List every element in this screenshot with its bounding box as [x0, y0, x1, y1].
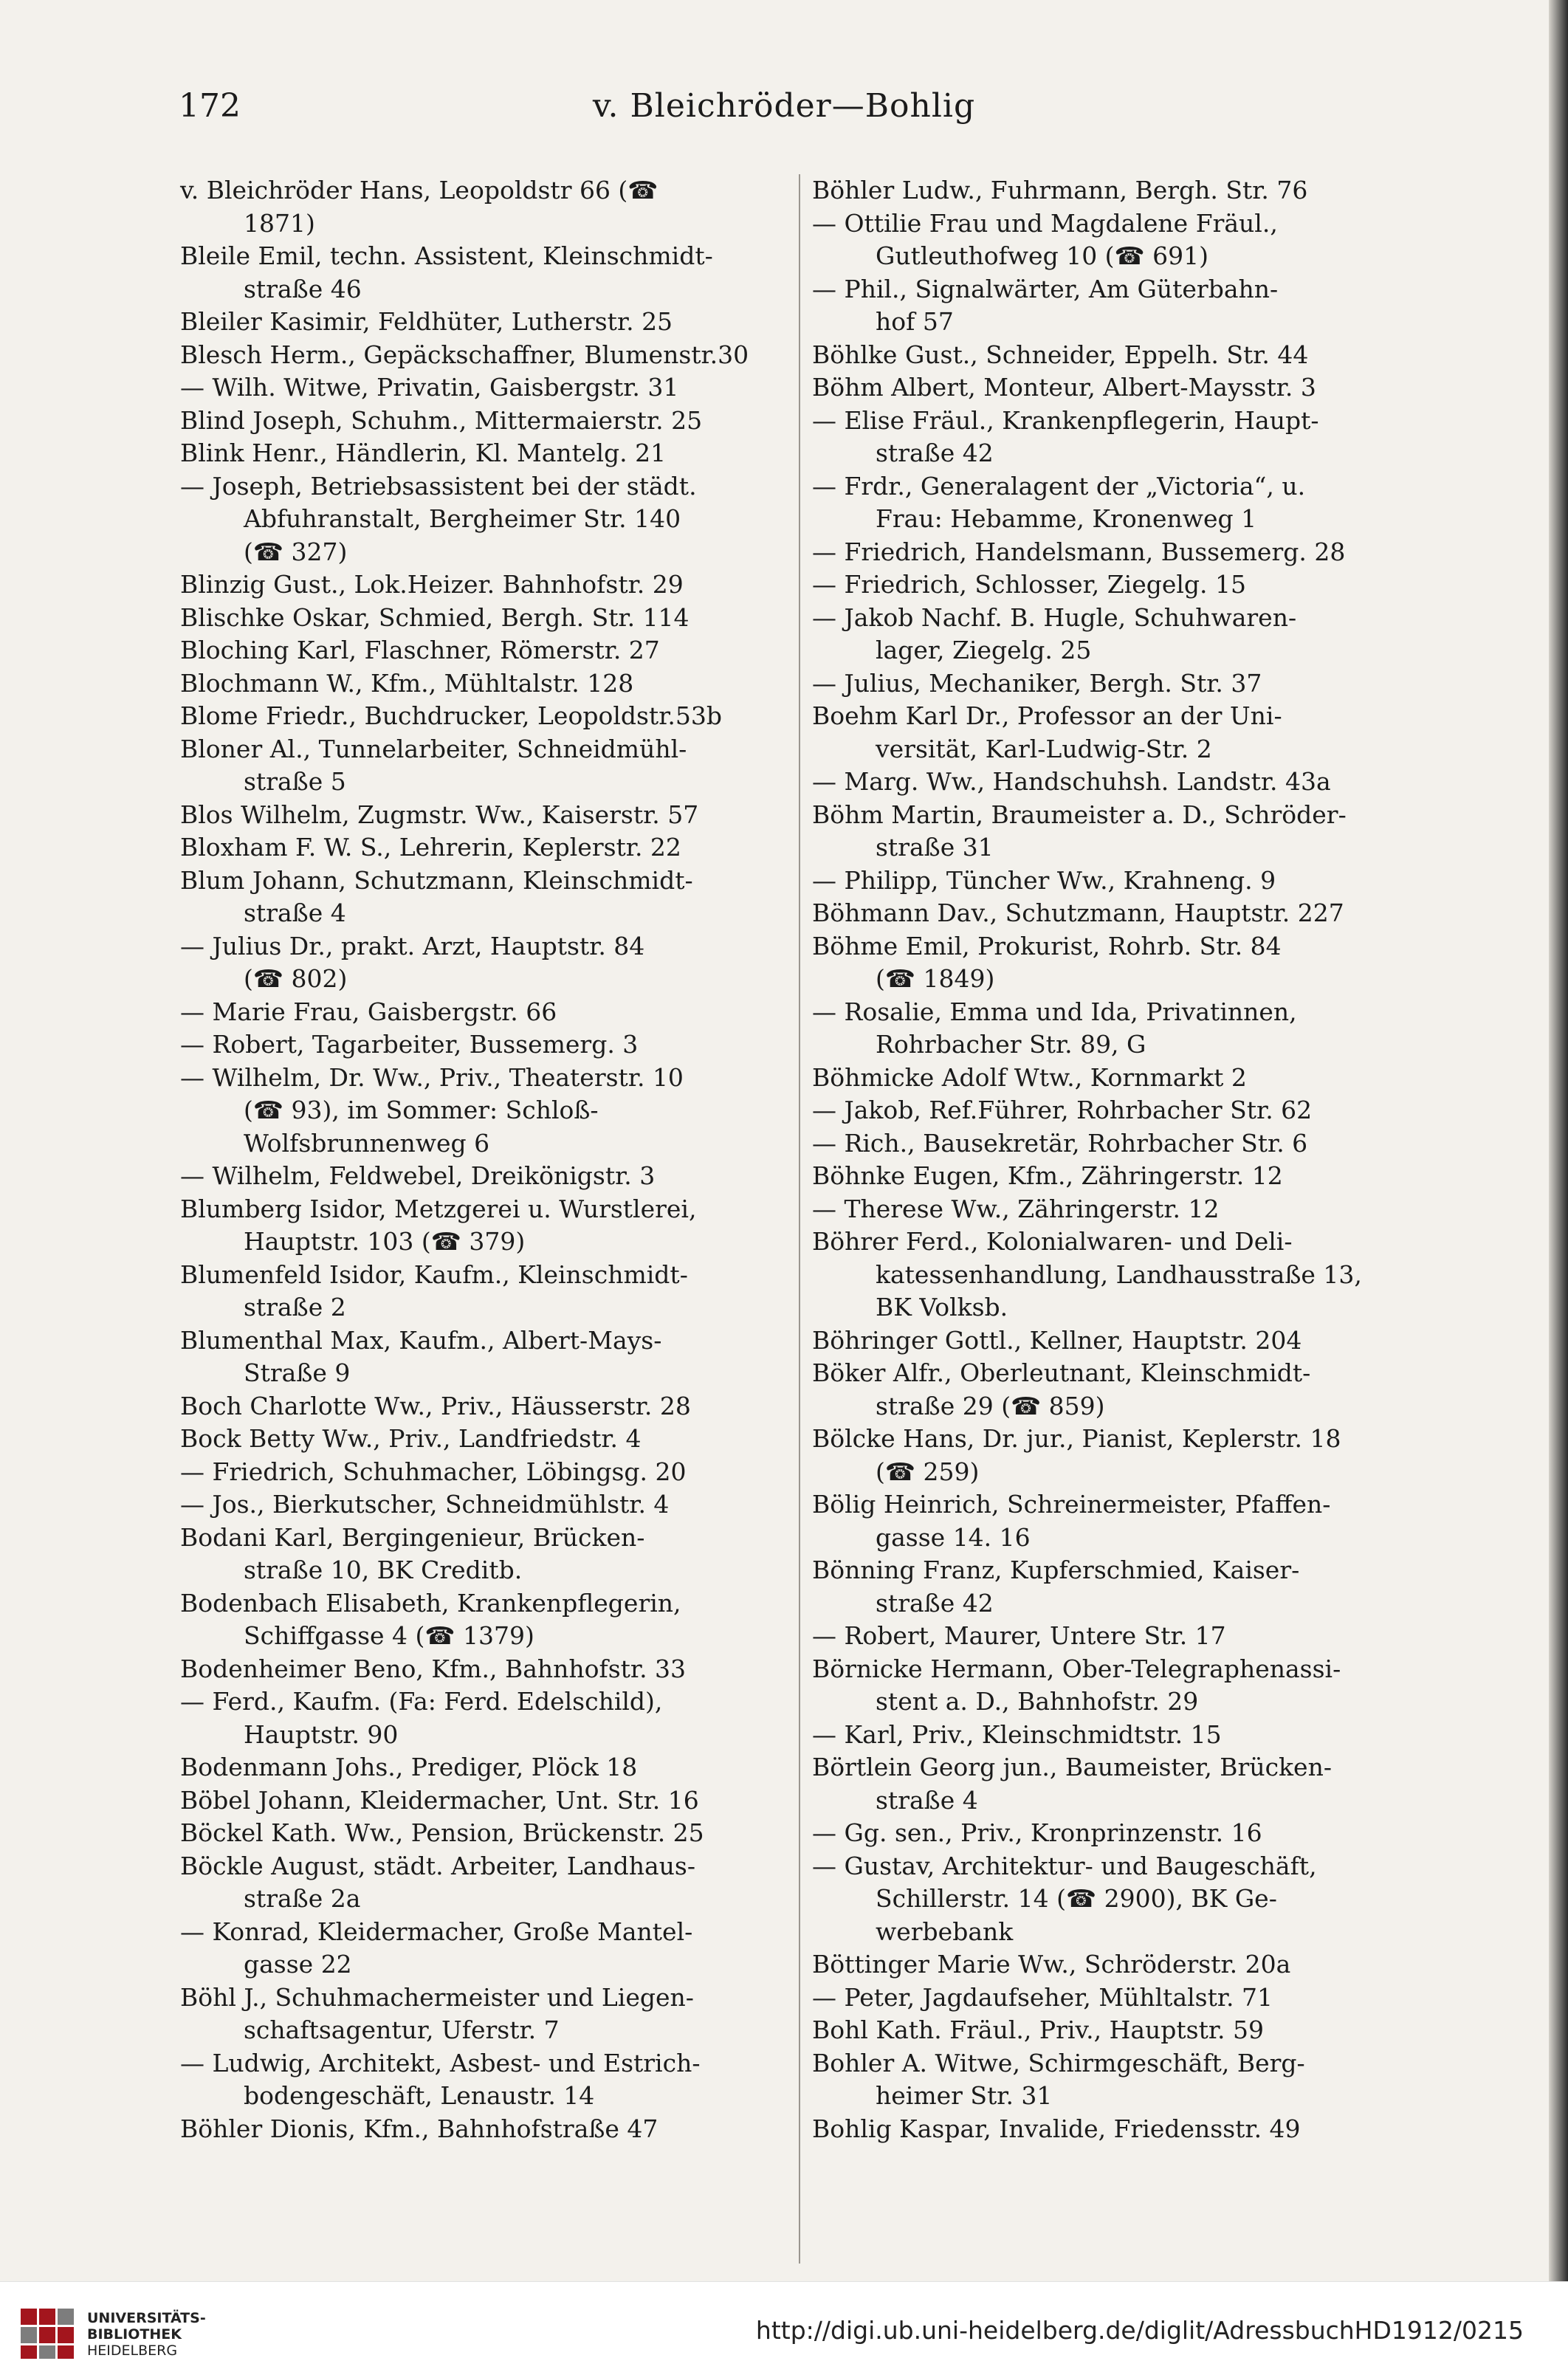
- entry-line: Blochmann W., Kfm., Mühltalstr. 128: [180, 668, 634, 698]
- entry-line: Boehm Karl Dr., Professor an der Uni-: [812, 701, 1282, 730]
- directory-entry: [812, 1062, 1460, 1095]
- entry-continuation-line: straße 46: [244, 274, 362, 303]
- entry-line: Böttinger Marie Ww., Schröderstr. 20a: [812, 1950, 1291, 1979]
- entry-line: — Philipp, Tüncher Ww., Krahneng. 9: [812, 865, 1276, 895]
- entry-line: — Jakob Nachf. B. Hugle, Schuhwaren-: [812, 602, 1297, 632]
- directory-entry: [812, 1751, 1460, 1817]
- right-column: [812, 174, 1460, 2145]
- entry-line: Blinzig Gust., Lok.Heizer. Bahnhofstr. 29: [180, 570, 684, 599]
- entry-continuation-line: straße 2a: [244, 1884, 361, 1913]
- directory-entry: [812, 667, 1460, 701]
- entry-continuation-line: versität, Karl-Ludwig-Str. 2: [876, 734, 1212, 763]
- entry-continuation-line: straße 42: [876, 439, 994, 467]
- entry-line: — Therese Ww., Zähringerstr. 12: [812, 1194, 1220, 1223]
- entry-line: Böhme Emil, Prokurist, Rohrb. Str. 84: [812, 931, 1282, 960]
- directory-entry: [812, 799, 1460, 865]
- directory-entry: [180, 371, 828, 405]
- entry-line: Blome Friedr., Buchdrucker, Leopoldstr.53b: [180, 701, 722, 730]
- entry-continuation-line: Hauptstr. 103 (☎ 379): [244, 1227, 526, 1256]
- entry-line: Bloching Karl, Flaschner, Römerstr. 27: [180, 636, 660, 664]
- directory-entry: [180, 1751, 828, 1784]
- directory-entry: [812, 602, 1460, 667]
- left-column: [180, 174, 828, 2145]
- running-title: v. Bleichröder—Bohlig: [592, 87, 976, 125]
- directory-entry: [180, 1685, 828, 1751]
- library-name-line1: UNIVERSITÄTS-: [87, 2310, 206, 2326]
- directory-entry: [812, 996, 1460, 1062]
- entry-continuation-line: (☎ 93), im Sommer: Schloß-: [244, 1096, 599, 1124]
- entry-line: Blos Wilhelm, Zugmstr. Ww., Kaiserstr. 57: [180, 800, 699, 829]
- entry-line: Blumberg Isidor, Metzgerei u. Wurstlerei,: [180, 1194, 697, 1223]
- entry-continuation-line: hof 57: [876, 307, 954, 336]
- directory-entry: [812, 1948, 1460, 1982]
- entry-continuation-line: 1871): [244, 208, 315, 238]
- directory-entry: [180, 700, 828, 733]
- entry-line: Bodani Karl, Bergingenieur, Brücken-: [180, 1522, 645, 1552]
- entry-continuation-line: Hauptstr. 90: [244, 1719, 399, 1749]
- entry-line: — Wilhelm, Feldwebel, Dreikönigstr. 3: [180, 1161, 656, 1190]
- directory-entry: [180, 568, 828, 602]
- directory-entry: [812, 2047, 1460, 2113]
- entry-continuation-line: Schiffgasse 4 (☎ 1379): [244, 1621, 534, 1650]
- entry-line: Bloxham F. W. S., Lehrerin, Keplerstr. 22: [180, 833, 681, 862]
- entry-line: — Jakob, Ref.Führer, Rohrbacher Str. 62: [812, 1096, 1313, 1124]
- entry-continuation-line: gasse 22: [244, 1950, 352, 1979]
- directory-entry: [180, 2113, 828, 2146]
- entry-line: — Frdr., Generalagent der „Victoria“, u.: [812, 471, 1306, 501]
- entry-continuation-line: straße 2: [244, 1293, 346, 1321]
- entry-line: Böhl J., Schuhmachermeister und Liegen-: [180, 1982, 694, 2012]
- library-logo-icon: [21, 2309, 74, 2359]
- source-url-link[interactable]: http://digi.ub.uni-heidelberg.de/diglit/AdressbuchHD1912/0215: [755, 2316, 1524, 2345]
- directory-entry: [180, 1784, 828, 1818]
- directory-entry: [812, 2113, 1460, 2146]
- entry-continuation-line: (☎ 327): [244, 537, 348, 566]
- entry-continuation-line: (☎ 1849): [876, 964, 995, 993]
- directory-entry: [812, 1850, 1460, 1949]
- entry-line: — Karl, Priv., Kleinschmidtstr. 15: [812, 1719, 1222, 1749]
- directory-entry: [180, 1324, 828, 1390]
- directory-entry: [180, 1587, 828, 1653]
- directory-entry: [180, 1390, 828, 1423]
- entry-line: — Jos., Bierkutscher, Schneidmühlstr. 4: [180, 1490, 670, 1519]
- entry-line: Böhm Martin, Braumeister a. D., Schröder-: [812, 800, 1347, 829]
- entry-line: Bodenmann Johs., Prediger, Plöck 18: [180, 1753, 638, 1781]
- directory-entry: [180, 339, 828, 372]
- entry-line: — Wilhelm, Dr. Ww., Priv., Theaterstr. 10: [180, 1062, 684, 1092]
- directory-entry: [180, 831, 828, 865]
- entry-line: — Robert, Maurer, Untere Str. 17: [812, 1621, 1226, 1650]
- directory-entry: [812, 700, 1460, 766]
- library-name-line2: BIBLIOTHEK: [87, 2326, 182, 2343]
- directory-entry: [812, 1226, 1460, 1324]
- directory-entry: [180, 667, 828, 701]
- directory-entry: [180, 240, 828, 306]
- entry-continuation-line: heimer Str. 31: [876, 2081, 1053, 2110]
- entry-line: Böhmann Dav., Schutzmann, Hauptstr. 227: [812, 898, 1344, 927]
- entry-line: — Ludwig, Architekt, Asbest- und Estrich-: [180, 2048, 701, 2077]
- directory-entry: [812, 1982, 1460, 2015]
- directory-entry: [180, 996, 828, 1029]
- entry-line: Bohler A. Witwe, Schirmgeschäft, Berg-: [812, 2048, 1305, 2077]
- directory-entry: [180, 1028, 828, 1062]
- entry-line: — Peter, Jagdaufseher, Mühltalstr. 71: [812, 1982, 1273, 2012]
- entry-continuation-line: stent a. D., Bahnhofstr. 29: [876, 1687, 1199, 1716]
- directory-entry: [812, 536, 1460, 569]
- entry-continuation-line: schaftsagentur, Uferstr. 7: [244, 2015, 560, 2044]
- entry-continuation-line: (☎ 259): [876, 1457, 980, 1486]
- directory-entry: [180, 930, 828, 996]
- entry-line: Böhm Albert, Monteur, Albert-Maysstr. 3: [812, 373, 1316, 402]
- entry-line: Bleile Emil, techn. Assistent, Kleinschmidt-: [180, 241, 713, 270]
- directory-entry: [812, 1620, 1460, 1653]
- directory-entry: [812, 2014, 1460, 2047]
- entry-continuation-line: Schillerstr. 14 (☎ 2900), BK Ge-: [876, 1884, 1277, 1913]
- entry-line: — Gg. sen., Priv., Kronprinzenstr. 16: [812, 1818, 1262, 1847]
- entry-line: — Rich., Bausekretär, Rohrbacher Str. 6: [812, 1128, 1308, 1158]
- entry-line: — Julius, Mechaniker, Bergh. Str. 37: [812, 668, 1262, 698]
- directory-entry: [180, 1193, 828, 1259]
- directory-entry: [812, 1488, 1460, 1554]
- entry-line: — Robert, Tagarbeiter, Bussemerg. 3: [180, 1030, 639, 1059]
- entry-continuation-line: (☎ 802): [244, 964, 348, 993]
- directory-entry: [812, 1127, 1460, 1161]
- library-name-line3: HEIDELBERG: [87, 2343, 178, 2359]
- entry-line: Bölcke Hans, Dr. jur., Pianist, Keplerstr. 18: [812, 1424, 1341, 1453]
- entry-continuation-line: straße 10, BK Creditb.: [244, 1556, 523, 1584]
- entry-line: Blischke Oskar, Schmied, Bergh. Str. 114: [180, 602, 690, 632]
- footer-bar: [0, 2281, 1568, 2375]
- entry-line: Böckel Kath. Ww., Pension, Brückenstr. 25: [180, 1818, 704, 1847]
- directory-entry: [180, 1653, 828, 1686]
- directory-entry: [812, 1653, 1460, 1719]
- entry-line: Börtlein Georg jun., Baumeister, Brücken-: [812, 1753, 1332, 1781]
- entry-line: — Friedrich, Schuhmacher, Löbingsg. 20: [180, 1457, 687, 1486]
- entry-line: Bock Betty Ww., Priv., Landfriedstr. 4: [180, 1424, 642, 1453]
- directory-entry: [812, 865, 1460, 898]
- entry-continuation-line: straße 31: [876, 833, 994, 862]
- directory-entry: [812, 1357, 1460, 1423]
- directory-entry: [180, 799, 828, 832]
- entry-line: Blind Joseph, Schuhm., Mittermaierstr. 25: [180, 405, 703, 435]
- entry-continuation-line: Straße 9: [244, 1358, 351, 1387]
- directory-entry: [812, 1193, 1460, 1226]
- entry-continuation-line: lager, Ziegelg. 25: [876, 636, 1092, 664]
- directory-entry: [812, 766, 1460, 799]
- directory-entry: [180, 1160, 828, 1193]
- entry-line: — Friedrich, Handelsmann, Bussemerg. 28: [812, 537, 1346, 566]
- directory-entry: [812, 1554, 1460, 1620]
- entry-line: Böhnke Eugen, Kfm., Zähringerstr. 12: [812, 1161, 1283, 1190]
- directory-entry: [812, 568, 1460, 602]
- entry-line: Boch Charlotte Ww., Priv., Häusserstr. 28: [180, 1391, 691, 1420]
- entry-line: Böhmicke Adolf Wtw., Kornmarkt 2: [812, 1062, 1247, 1092]
- entry-line: — Phil., Signalwärter, Am Güterbahn-: [812, 274, 1279, 303]
- directory-entry: [180, 470, 828, 569]
- entry-line: Böhler Dionis, Kfm., Bahnhofstraße 47: [180, 2114, 659, 2143]
- directory-entry: [812, 273, 1460, 339]
- entry-line: Böbel Johann, Kleidermacher, Unt. Str. 16: [180, 1785, 699, 1815]
- entry-line: — Joseph, Betriebsassistent bei der städt.: [180, 471, 697, 501]
- entry-continuation-line: Gutleuthofweg 10 (☎ 691): [876, 241, 1209, 270]
- entry-line: v. Bleichröder Hans, Leopoldstr 66 (☎: [180, 176, 659, 204]
- entry-continuation-line: Frau: Hebamme, Kronenweg 1: [876, 504, 1257, 533]
- directory-entry: [180, 437, 828, 470]
- directory-entry: [812, 339, 1460, 372]
- directory-entry: [180, 1850, 828, 1916]
- entry-line: Böker Alfr., Oberleutnant, Kleinschmidt-: [812, 1358, 1311, 1387]
- entry-line: Blumenfeld Isidor, Kaufm., Kleinschmidt-: [180, 1259, 688, 1289]
- directory-entry: [180, 602, 828, 635]
- directory-entry: [180, 1522, 828, 1587]
- entry-line: Böhringer Gottl., Kellner, Hauptstr. 204: [812, 1325, 1302, 1355]
- directory-entry: [812, 1324, 1460, 1358]
- page-number: 172: [179, 87, 241, 125]
- entry-line: Bodenheimer Beno, Kfm., Bahnhofstr. 33: [180, 1654, 687, 1683]
- entry-continuation-line: Wolfsbrunnenweg 6: [244, 1128, 490, 1158]
- entry-continuation-line: straße 4: [876, 1785, 978, 1815]
- directory-entry: [180, 1062, 828, 1161]
- directory-entry: [180, 1916, 828, 1982]
- entry-line: — Wilh. Witwe, Privatin, Gaisbergstr. 31: [180, 373, 679, 402]
- directory-entry: [180, 174, 828, 240]
- entry-continuation-line: BK Volksb.: [876, 1293, 1008, 1321]
- directory-entry: [180, 865, 828, 930]
- entry-line: Böckle August, städt. Arbeiter, Landhaus-: [180, 1851, 696, 1880]
- entry-line: Bodenbach Elisabeth, Krankenpflegerin,: [180, 1588, 681, 1618]
- entry-continuation-line: werbebank: [876, 1917, 1014, 1946]
- entry-line: Blumenthal Max, Kaufm., Albert-Mays-: [180, 1325, 662, 1355]
- entry-line: Böhrer Ferd., Kolonialwaren- und Deli-: [812, 1227, 1293, 1256]
- directory-entry: [180, 1982, 828, 2047]
- entry-line: — Marg. Ww., Handschuhsh. Landstr. 43a: [812, 767, 1331, 796]
- entry-continuation-line: straße 42: [876, 1588, 994, 1618]
- directory-entry: [812, 470, 1460, 536]
- column-divider: [799, 174, 800, 2264]
- entry-line: Bohlig Kaspar, Invalide, Friedensstr. 49: [812, 2114, 1301, 2143]
- directory-entry: [180, 1817, 828, 1850]
- entry-line: — Ferd., Kaufm. (Fa: Ferd. Edelschild),: [180, 1687, 663, 1716]
- library-name: [87, 2310, 206, 2359]
- directory-entry: [812, 1423, 1460, 1488]
- entry-continuation-line: Abfuhranstalt, Bergheimer Str. 140: [244, 504, 681, 533]
- directory-entry: [180, 733, 828, 799]
- entry-line: Böhler Ludw., Fuhrmann, Bergh. Str. 76: [812, 176, 1308, 204]
- entry-line: Bohl Kath. Fräul., Priv., Hauptstr. 59: [812, 2015, 1264, 2044]
- entry-line: Bloner Al., Tunnelarbeiter, Schneidmühl-: [180, 734, 687, 763]
- directory-entry: [180, 2047, 828, 2113]
- directory-entry: [180, 634, 828, 667]
- entry-line: Blink Henr., Händlerin, Kl. Mantelg. 21: [180, 439, 667, 467]
- directory-entry: [180, 1488, 828, 1522]
- entry-line: Börnicke Hermann, Ober-Telegraphenassi-: [812, 1654, 1341, 1683]
- directory-entry: [812, 897, 1460, 930]
- entry-line: — Elise Fräul., Krankenpflegerin, Haupt-: [812, 405, 1319, 435]
- entry-continuation-line: straße 5: [244, 767, 346, 796]
- directory-entry: [812, 1719, 1460, 1752]
- entry-line: — Ottilie Frau und Magdalene Fräul.,: [812, 208, 1278, 238]
- directory-entry: [812, 1094, 1460, 1127]
- directory-entry: [812, 207, 1460, 273]
- directory-entry: [180, 405, 828, 438]
- directory-entry: [812, 1160, 1460, 1193]
- entry-line: — Marie Frau, Gaisbergstr. 66: [180, 997, 557, 1026]
- entry-continuation-line: straße 4: [244, 898, 346, 927]
- entry-line: — Konrad, Kleidermacher, Große Mantel-: [180, 1917, 693, 1946]
- entry-line: Böhlke Gust., Schneider, Eppelh. Str. 44: [812, 340, 1309, 369]
- entry-continuation-line: gasse 14. 16: [876, 1522, 1031, 1552]
- entry-continuation-line: bodengeschäft, Lenaustr. 14: [244, 2081, 595, 2110]
- entry-line: Blesch Herm., Gepäckschaffner, Blumenstr.30: [180, 340, 749, 369]
- entry-line: Bleiler Kasimir, Feldhüter, Lutherstr. 25: [180, 307, 673, 336]
- directory-entry: [812, 174, 1460, 207]
- entry-line: — Gustav, Architektur- und Baugeschäft,: [812, 1851, 1317, 1880]
- entry-continuation-line: straße 29 (☎ 859): [876, 1391, 1105, 1420]
- directory-entry: [180, 1259, 828, 1324]
- entry-line: — Friedrich, Schlosser, Ziegelg. 15: [812, 570, 1247, 599]
- directory-entry: [812, 930, 1460, 996]
- entry-continuation-line: katessenhandlung, Landhausstraße 13,: [876, 1259, 1362, 1289]
- directory-entry: [180, 1456, 828, 1489]
- entry-line: Blum Johann, Schutzmann, Kleinschmidt-: [180, 865, 693, 895]
- directory-entry: [812, 371, 1460, 405]
- entry-line: — Rosalie, Emma und Ida, Privatinnen,: [812, 997, 1297, 1026]
- directory-entry: [812, 1817, 1460, 1850]
- directory-entry: [180, 306, 828, 339]
- page-edge-shadow: [1549, 0, 1568, 2374]
- entry-continuation-line: Rohrbacher Str. 89, G: [876, 1030, 1146, 1059]
- directory-entry: [180, 1423, 828, 1456]
- directory-entry: [812, 405, 1460, 470]
- entry-line: Bölig Heinrich, Schreinermeister, Pfaffen-: [812, 1490, 1331, 1519]
- entry-line: Bönning Franz, Kupferschmied, Kaiser-: [812, 1556, 1300, 1584]
- entry-line: — Julius Dr., prakt. Arzt, Hauptstr. 84: [180, 931, 645, 960]
